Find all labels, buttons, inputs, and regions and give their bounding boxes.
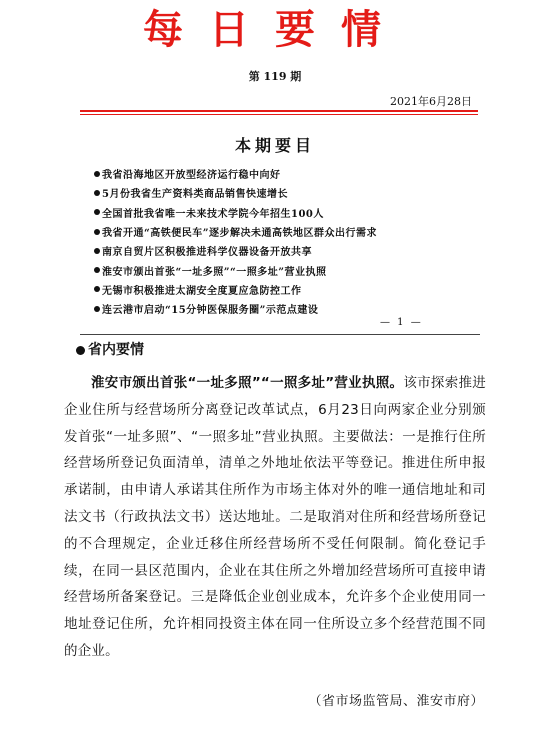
bullet-icon: [94, 248, 100, 254]
toc-item-label: 淮安市颁出首张“一址多照”“一照多址”营业执照: [102, 266, 327, 278]
toc-item[interactable]: [94, 164, 474, 183]
page-divider: [80, 334, 480, 335]
toc-item-label: 我省开通“高铁便民车”逐步解决未通高铁地区群众出行需求: [102, 228, 378, 240]
article-headline: 淮安市颁出首张“一址多照”“一照多址”营业执照。: [91, 375, 404, 391]
bullet-icon: [94, 229, 100, 235]
toc-item-label: 无锡市积极推进太湖安全度夏应急防控工作: [102, 285, 302, 297]
bullet-icon: [94, 267, 100, 273]
toc-item-label: 5月份我省生产资料类商品销售快速增长: [102, 189, 288, 201]
page-number: — 1 —: [380, 317, 423, 328]
toc-item-label: 我省沿海地区开放型经济运行稳中向好: [102, 170, 281, 182]
section-heading-label: 省内要情: [88, 342, 144, 358]
toc-item-label: 南京自贸片区积极推进科学仪器设备开放共享: [102, 247, 312, 259]
toc-item[interactable]: [94, 203, 474, 222]
header-rule-thin: [80, 114, 478, 115]
toc-item[interactable]: [94, 299, 474, 318]
bullet-icon: [94, 306, 100, 312]
bullet-icon: [94, 171, 100, 177]
toc-list: [94, 164, 474, 318]
header-rule-thick: [80, 110, 478, 112]
bullet-icon: [76, 346, 85, 355]
article-text: 该市探索推进企业住所与经营场所分离登记改革试点，6月23日向两家企业分别颁发首张“一址多照”、“一照多址”营业执照。主要做法：一是推行住所经营场所登记负面清单，清单之外地址依法平等登记。推进住所申报承诺制，由申请人承诺其住所作为市场主体对外的唯一通信地址和司法文书（行政执法文书）送达地址。二是取消对住所和经营场所登记的不合理规定，企业迁移住所经营场所不受任何限制。简化登记手续，在同一县区范围内，企业在其住所之外增加经营场所可直接申请经营场所备案登记。三是降低企业创业成本，允许多个企业使用同一地址登记住所，允许相同投资主体在同一住所设立多个经营范围不同的企业。: [64, 375, 486, 659]
issue-date: 2021年6月28日: [390, 95, 472, 108]
toc-item-label: 连云港市启动“15分钟医保服务圈”示范点建设: [102, 305, 319, 317]
toc-item-label: 全国首批我省唯一未来技术学院今年招生100人: [102, 208, 324, 220]
toc-item[interactable]: [94, 183, 474, 202]
article-source: （省市场监管局、淮安市府）: [308, 694, 484, 709]
toc-item[interactable]: [94, 222, 474, 241]
toc-item[interactable]: [94, 260, 474, 279]
toc-item[interactable]: [94, 241, 474, 260]
bullet-icon: [94, 286, 100, 292]
section-heading: [76, 341, 144, 359]
bullet-icon: [94, 190, 100, 196]
toc-item[interactable]: [94, 280, 474, 299]
bullet-icon: [94, 209, 100, 215]
issue-number: 第 119 期: [248, 70, 302, 83]
toc-title: 本期要目: [234, 136, 315, 155]
masthead-title: 每日要情: [143, 6, 407, 53]
article-body: [64, 370, 486, 665]
